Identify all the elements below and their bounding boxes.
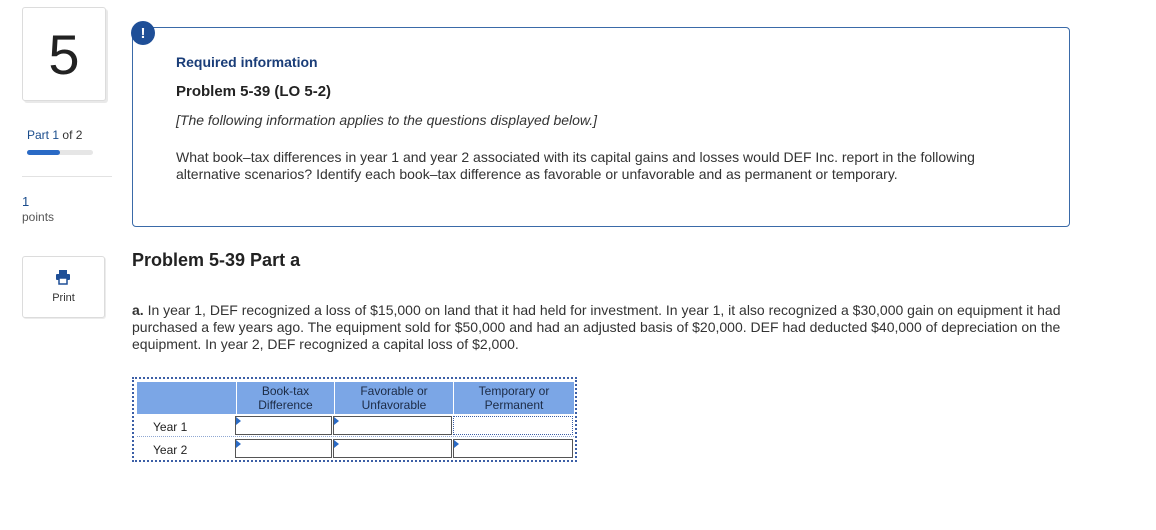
year-1-favorable-select[interactable] bbox=[333, 416, 452, 435]
row-label-year-2: Year 2 bbox=[153, 443, 188, 457]
dropdown-marker-icon bbox=[236, 440, 241, 448]
header-book-tax-difference: Book-tax Difference bbox=[237, 382, 334, 414]
scenario-body: In year 1, DEF recognized a loss of $15,000 on land that it had held for investment. In year 1, it also recognized a $30,000 gain on equipment it had purchased a few years ago. The equipment sold for $50,000 and had an adjusted basis of $20,000. DEF had deducted $40,000 of depreciation on the equipment. In year 2, DEF recognized a capital loss of $2,000. bbox=[132, 302, 1061, 352]
part-indicator bbox=[27, 128, 82, 142]
row-separator bbox=[137, 436, 574, 437]
dropdown-marker-icon bbox=[334, 440, 339, 448]
year-2-book-tax-input[interactable] bbox=[235, 439, 332, 458]
part-progress-fill bbox=[27, 150, 60, 155]
header-favorable-unfavorable: Favorable or Unfavorable bbox=[335, 382, 453, 414]
print-button[interactable] bbox=[22, 256, 105, 318]
table-header bbox=[137, 382, 574, 414]
row-label-year-1: Year 1 bbox=[153, 420, 188, 434]
printer-icon bbox=[55, 269, 71, 285]
points-value: 1 bbox=[22, 194, 30, 209]
required-info-title: Required information bbox=[176, 54, 318, 70]
header-temporary-permanent: Temporary or Permanent bbox=[454, 382, 574, 414]
year-1-temporary-select[interactable] bbox=[453, 416, 573, 435]
part-progress-bar bbox=[27, 150, 93, 155]
required-information-panel bbox=[132, 27, 1070, 227]
print-label: Print bbox=[52, 292, 75, 304]
scenario-text bbox=[132, 302, 1062, 353]
year-2-temporary-select[interactable] bbox=[453, 439, 573, 458]
alert-icon: ! bbox=[131, 21, 155, 45]
part-suffix: of 2 bbox=[62, 128, 83, 142]
info-note: [The following information applies to the questions displayed below.] bbox=[176, 112, 598, 128]
part-prefix: Part bbox=[27, 128, 50, 142]
rail-divider bbox=[22, 176, 112, 177]
part-heading: Problem 5-39 Part a bbox=[132, 250, 301, 270]
question-number: 5 bbox=[22, 7, 106, 101]
dropdown-marker-icon bbox=[334, 417, 339, 425]
scenario-label: a. bbox=[132, 302, 144, 318]
dropdown-marker-icon bbox=[236, 417, 241, 425]
part-current: 1 bbox=[52, 128, 60, 142]
header-blank bbox=[137, 382, 236, 414]
dropdown-marker-icon bbox=[454, 440, 459, 448]
year-1-book-tax-input[interactable] bbox=[235, 416, 332, 435]
points-label: points bbox=[22, 210, 55, 224]
year-2-favorable-select[interactable] bbox=[333, 439, 452, 458]
answer-table bbox=[132, 377, 577, 462]
required-info-body: What book–tax differences in year 1 and year 2 associated with its capital gains and losses would DEF Inc. report in the following alternative scenarios? Identify each book–tax difference as favorable or unfavorable and as permanent or temporary. bbox=[176, 149, 975, 182]
problem-title: Problem 5-39 (LO 5-2) bbox=[176, 83, 332, 100]
